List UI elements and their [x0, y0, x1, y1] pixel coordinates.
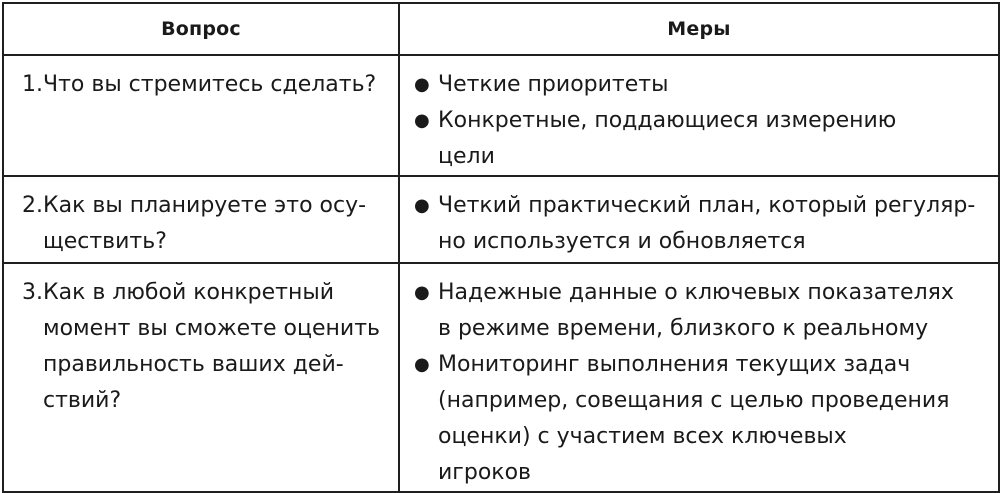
question-cell — [3, 263, 399, 492]
question-text: Как в любой конкретный момент вы сможете оценить правильность ваших дей- ствий? — [43, 280, 380, 413]
measures-cell — [399, 176, 999, 263]
bullet-icon: ● — [414, 282, 430, 303]
list-item: ● Мониторинг выполнения текущих задач (например, совещания с целью проведения оценки) с участием всех ключевых игроков — [414, 347, 978, 491]
question-cell — [3, 55, 399, 176]
measures-cell — [399, 263, 999, 492]
table-row — [3, 263, 999, 492]
list-item: ● Надежные данные о ключевых показателях в режиме времени, близкого к реальному — [414, 275, 978, 347]
bullet-icon: ● — [414, 74, 430, 95]
header-measures: Меры — [399, 3, 999, 55]
bullet-icon: ● — [414, 354, 430, 375]
table-row — [3, 176, 999, 263]
questions-measures-table — [2, 2, 1000, 493]
question-cell — [3, 176, 399, 263]
bullet-icon: ● — [414, 195, 430, 216]
bullet-icon: ● — [414, 110, 430, 131]
question-text: Что вы стремитесь сделать? — [43, 72, 377, 97]
header-row — [3, 3, 999, 55]
header-question: Вопрос — [3, 3, 399, 55]
question-number: 2. — [22, 193, 43, 218]
table-row — [3, 55, 999, 176]
list-item: ● Четкие приоритеты — [414, 67, 978, 103]
question-number: 1. — [22, 72, 43, 97]
measures-cell — [399, 55, 999, 176]
list-item: ● Четкий практический план, который регуляр- но используется и обновляется — [414, 188, 978, 260]
list-item: ● Конкретные, поддающиеся измерению цели — [414, 103, 978, 175]
question-number: 3. — [22, 280, 43, 305]
question-text: Как вы планируете это осу- ществить? — [43, 193, 367, 254]
